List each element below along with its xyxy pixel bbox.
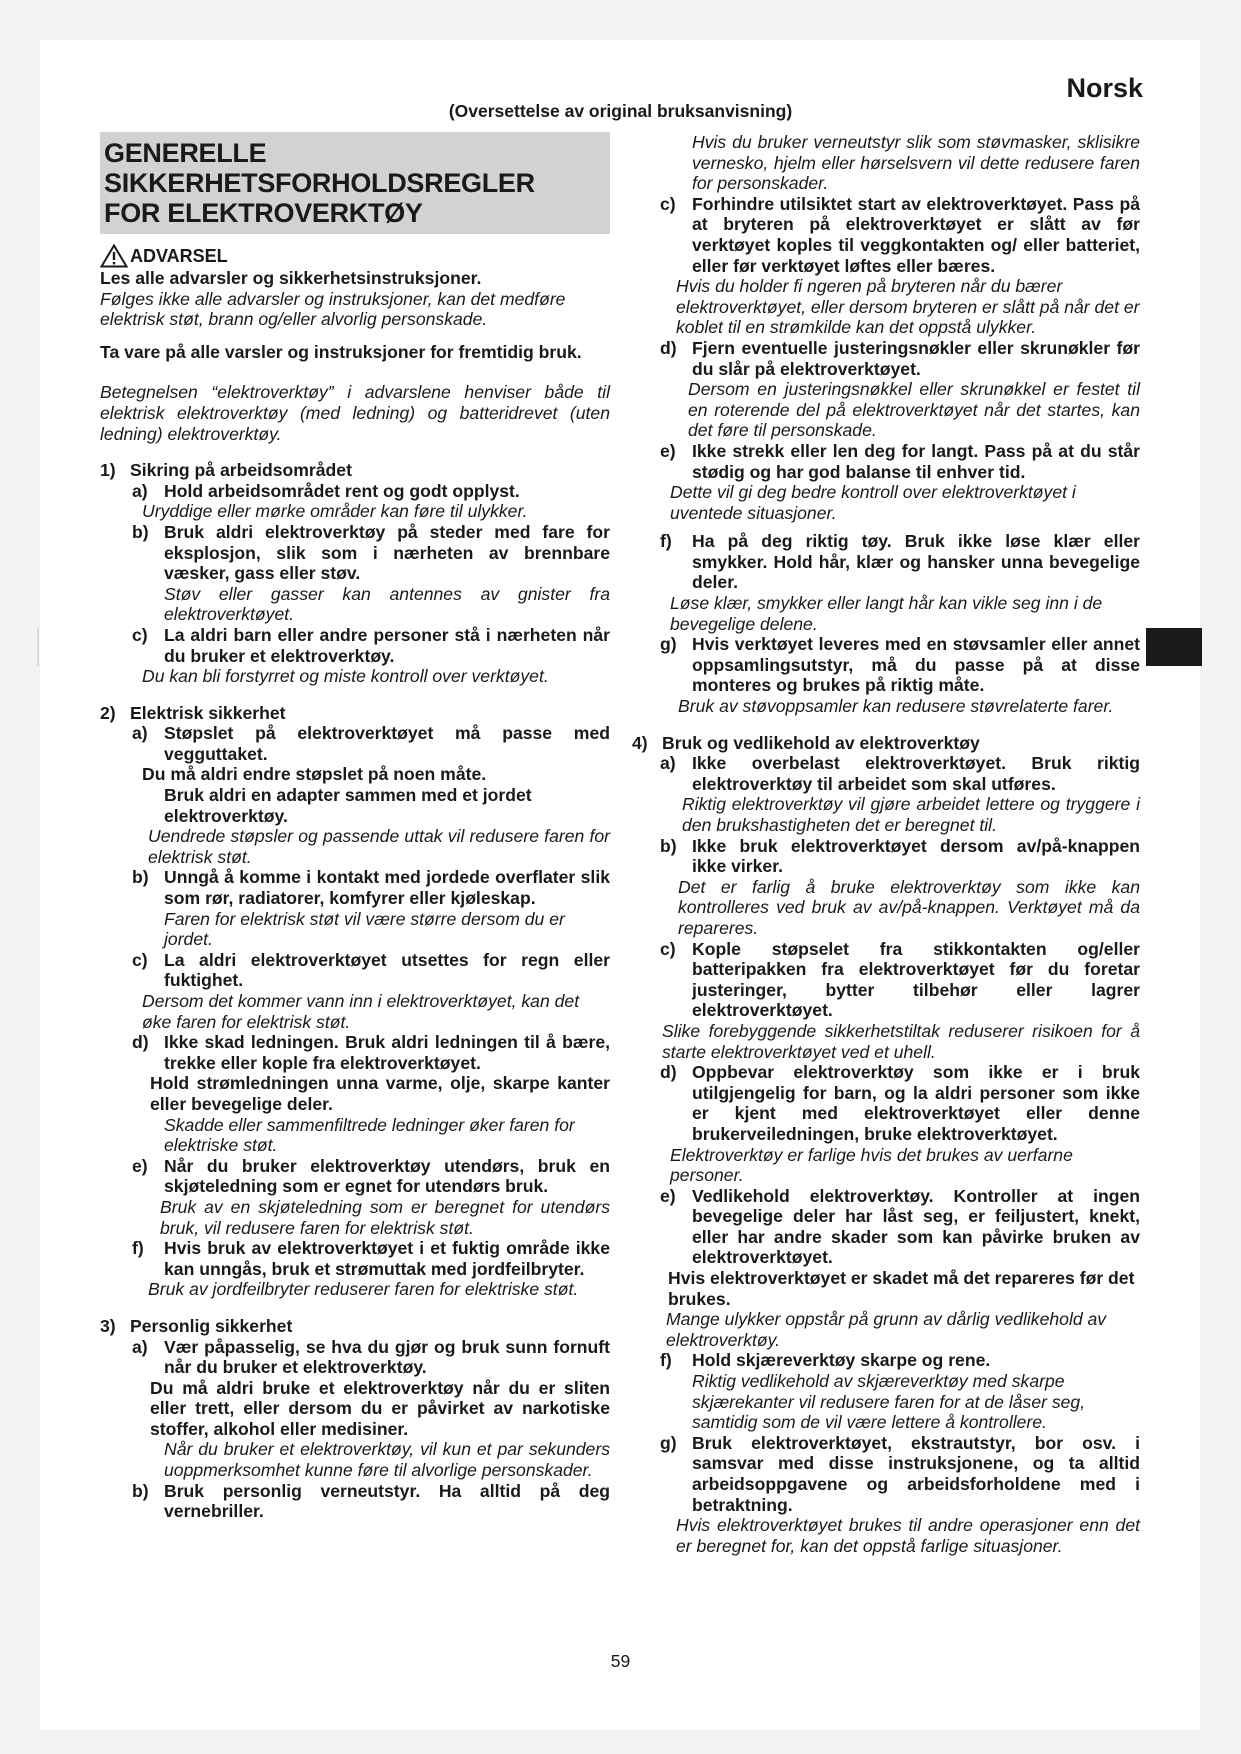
item-marker: f) [660, 1350, 672, 1371]
item-text: La aldri barn eller andre personer stå i nærheten når du bruker et elektroverktøy. [164, 624, 610, 666]
warning-italic: Følges ikke alle advarsler og instruksjoner, kan det medføre elektrisk støt, brann og/eller alvorlig personskade. [100, 288, 566, 330]
list-item [132, 1032, 610, 1073]
section-2-title: 2) Elektrisk sikkerhet [100, 702, 286, 723]
item-text: Støpslet på elektroverktøyet må passe med vegguttaket. [164, 723, 610, 764]
item-note: Dette vil gi deg bedre kontroll over elektroverktøyet i uventede situasjoner. [670, 482, 1076, 523]
item-detail: Du må aldri bruke et elektroverktøy når du er sliten eller trett, eller dersom du er påvirket av narkotiske stoffer, alkohol eller medisiner. [150, 1377, 610, 1439]
item-text: Ha på deg riktig tøy. Bruk ikke løse klær eller smykker. Hold hår, klær og hansker unna bevegelige deler. [692, 531, 1140, 593]
item-marker: g) [660, 1432, 677, 1453]
item-note: Hvis du bruker verneutstyr slik som støvmasker, sklisikre vernesko, hjelm eller hørselsvern vil dette redusere faren for personskader. [692, 132, 1140, 194]
list-item [660, 441, 1140, 482]
list-item [132, 867, 610, 908]
item-note: Riktig vedlikehold av skjæreverktøy med skarpe skjærekanter vil redusere faren for at de låser seg, samtidig som de vil være lettere å kontrollere. [692, 1371, 1086, 1433]
item-text: Oppbevar elektroverktøy som ikke er i bruk utilgjengelig for barn, og la aldri personer som ikke er kjent med elektroverktøyet eller denne brukerveiledningen, bruke elektroverktøyet. [692, 1062, 1140, 1144]
item-note: Bruk av støvoppsamler kan redusere støvrelaterte farer. [678, 696, 1114, 717]
list-item [132, 625, 610, 666]
item-note: Elektroverktøy er farlige hvis det brukes av uerfarne personer. [670, 1144, 1073, 1186]
item-marker: b) [132, 867, 149, 888]
item-marker: b) [660, 835, 677, 856]
item-text: Ikke bruk elektroverktøyet dersom av/på-knappen ikke virker. [692, 835, 1140, 877]
item-note: Hvis elektroverktøyet brukes til andre operasjoner enn det er beregnet for, kan det oppstå farlige situasjoner. [676, 1515, 1140, 1556]
item-note: Uryddige eller mørke områder kan føre til ulykker. [142, 501, 528, 522]
item-note: Løse klær, smykker eller langt hår kan vikle seg inn i de bevegelige delene. [670, 593, 1103, 634]
item-text: Ikke skad ledningen. Bruk aldri ledningen til å bære, trekke eller kople fra elektroverktøyet. [164, 1032, 610, 1073]
keep-instructions: Ta vare på alle varsler og instruksjoner for fremtidig bruk. [100, 341, 582, 362]
item-note: Dersom det kommer vann inn i elektroverktøyet, kan det øke faren for elektrisk støt. [142, 991, 580, 1032]
list-item [132, 522, 610, 584]
warning-bold: Les alle advarsler og sikkerhetsinstruksjoner. [100, 268, 482, 288]
item-marker: d) [132, 1032, 149, 1053]
item-note: Slike forebyggende sikkerhetstiltak reduserer risikoen for å starte elektroverktøyet ved et uhell. [662, 1020, 1140, 1062]
item-text: Unngå å komme i kontakt med jordede overflater slik som rør, radiatorer, komfyrer eller kjøleskap. [164, 867, 610, 909]
list-item [660, 338, 1140, 379]
warning-row [100, 244, 610, 268]
item-note: Riktig elektroverktøy vil gjøre arbeidet lettere og tryggere i den brukshastigheten det er beregnet til. [682, 794, 1140, 835]
item-marker: a) [132, 723, 148, 744]
definition-text: Betegnelsen “elektroverktøy” i advarslene henviser både til elektrisk elektroverktøy (med ledning) og batteridrevet (uten ledning) elektroverktøy. [100, 382, 610, 444]
item-marker: c) [660, 193, 676, 214]
item-marker: f) [132, 1238, 144, 1259]
section-3-title: 3) Personlig sikkerhet [100, 1315, 293, 1336]
section-thumb-tab [1146, 628, 1202, 666]
item-marker: a) [660, 753, 676, 774]
item-marker: a) [132, 480, 148, 501]
list-item [660, 1062, 1140, 1144]
item-text: Bruk elektroverktøyet, ekstrautstyr, bor osv. i samsvar med disse instruksjonene, og ta alltid arbeidsoppgavene og arbeidsforholdene med i betraktning. [692, 1432, 1140, 1515]
item-marker: e) [660, 1185, 676, 1206]
item-marker: c) [660, 938, 676, 959]
item-marker: d) [660, 1062, 677, 1083]
warning-label: ADVARSEL [130, 245, 228, 266]
list-item [660, 1186, 1140, 1268]
document-subtitle: (Oversettelse av original bruksanvisning) [448, 101, 793, 121]
item-marker: d) [660, 337, 677, 358]
item-text: Vedlikehold elektroverktøy. Kontroller at ingen bevegelige deler har låst seg, er feiljustert, knekt, eller har andre skader som kan påvirke bruken av elektroverktøyet. [692, 1185, 1140, 1268]
item-text: Forhindre utilsiktet start av elektroverktøyet. Pass på at bryteren på elektroverktøyet er slått av før verktøyet koples til veggkontakten og/ eller batteriet, eller før verktøyet løftes eller bæres. [692, 193, 1140, 276]
item-text: Når du bruker elektroverktøy utendørs, bruk en skjøteledning som er egnet for utendørs bruk. [164, 1155, 610, 1197]
item-note: Hvis du holder fi ngeren på bryteren når du bærer elektroverktøyet, eller dersom bryteren er slått på når det er koblet til en strømkilde kan det oppstå ulykker. [676, 276, 1140, 338]
item-note: Uendrede støpsler og passende uttak vil redusere faren for elektrisk støt. [148, 826, 610, 867]
item-text: Hvis bruk av elektroverktøyet i et fuktig område ikke kan unngås, bruk et strømuttak med jordfeilbryter. [164, 1238, 610, 1279]
item-text: Ikke overbelast elektroverktøyet. Bruk riktig elektroverktøy til arbeidet som skal utføres. [692, 753, 1140, 794]
item-marker: e) [660, 440, 676, 461]
item-text: Bruk personlig verneutstyr. Ha alltid på deg vernebriller. [164, 1480, 610, 1522]
item-marker: f) [660, 531, 672, 552]
list-item [660, 531, 1140, 593]
item-marker: e) [132, 1155, 148, 1176]
item-detail: Du må aldri endre støpslet på noen måte. [142, 764, 487, 785]
item-detail: Hvis elektroverktøyet er skadet må det repareres før det brukes. [668, 1268, 1135, 1309]
page-number: 59 [610, 1651, 631, 1671]
list-item [660, 753, 1140, 794]
item-text: Bruk aldri elektroverktøy på steder med fare for eksplosjon, slik som i nærheten av brennbare væsker, gass eller støv. [164, 521, 610, 584]
warning-triangle-icon [100, 244, 128, 268]
language-label: Norsk [1066, 73, 1143, 103]
item-text: Hvis verktøyet leveres med en støvsamler eller annet oppsamlingsutstyr, må du passe på at disse monteres og brukes på riktig måte. [692, 634, 1140, 696]
item-note: Det er farlig å bruke elektroverktøy som ikke kan kontrolleres ved bruk av av/på-knappen. Verktøyet må da repareres. [678, 876, 1140, 938]
item-text: Hold skjæreverktøy skarpe og rene. [692, 1350, 991, 1371]
list-item [132, 723, 610, 764]
item-text: Ikke strekk eller len deg for langt. Pass på at du står stødig og har god balanse til enhver tid. [692, 440, 1140, 482]
item-note: Bruk av en skjøteledning som er beregnet for utendørs bruk, vil redusere faren for elektrisk støt. [160, 1196, 610, 1238]
item-note: Faren for elektrisk støt vil være større dersom du er jordet. [164, 908, 565, 950]
list-item [660, 1350, 1140, 1371]
list-item [132, 1337, 610, 1378]
item-note: Støv eller gasser kan antennes av gnister fra elektroverktøyet. [164, 583, 610, 625]
item-text: Hold arbeidsområdet rent og godt opplyst. [164, 480, 520, 501]
item-text: Kople støpselet fra stikkontakten og/eller batteripakken fra elektroverktøyet før du foretar justeringer, bytter tilbehør eller lagrer elektroverktøyet. [692, 938, 1140, 1021]
item-text: Fjern eventuelle justeringsnøkler eller skrunøkler før du slår på elektroverktøyet. [692, 337, 1140, 379]
item-note: Dersom en justeringsnøkkel eller skrunøkkel er festet til en roterende del på elektroverktøyet når det startes, kan det føre til personskade. [688, 379, 1140, 441]
item-note: Du kan bli forstyrret og miste kontroll over verktøyet. [142, 666, 549, 687]
item-marker: g) [660, 634, 677, 655]
list-item [132, 1481, 610, 1522]
list-item [660, 634, 1140, 696]
item-note: Skadde eller sammenfiltrede ledninger øker faren for elektriske støt. [164, 1114, 575, 1156]
item-note: Mange ulykker oppstår på grunn av dårlig vedlikehold av elektroverktøy. [666, 1309, 1107, 1350]
list-item [132, 481, 610, 502]
list-item [660, 836, 1140, 877]
section-4-title: 4) Bruk og vedlikehold av elektroverktøy [632, 732, 980, 753]
right-column [632, 132, 1140, 1556]
list-item [660, 194, 1140, 276]
item-text: La aldri elektroverktøyet utsettes for regn eller fuktighet. [164, 949, 610, 991]
list-item [132, 1156, 610, 1197]
list-item [660, 1433, 1140, 1515]
section-heading: GENERELLE SIKKERHETSFORHOLDSREGLER FOR ELEKTROVERKTØY [100, 132, 610, 234]
item-note: Når du bruker et elektroverktøy, vil kun et par sekunders uoppmerksomhet kunne føre til alvorlige personskader. [164, 1439, 610, 1481]
item-note: Bruk av jordfeilbryter reduserer faren for elektriske støt. [148, 1279, 579, 1300]
item-text: Vær påpasselig, se hva du gjør og bruk sunn fornuft når du bruker et elektroverktøy. [164, 1336, 610, 1378]
list-item [132, 1238, 610, 1279]
left-column [100, 132, 610, 1522]
item-marker: c) [132, 949, 148, 970]
item-detail: Bruk aldri en adapter sammen med et jordet elektroverktøy. [164, 785, 532, 826]
section-1-title: 1) Sikring på arbeidsområdet [100, 460, 352, 481]
margin-mark [37, 628, 39, 666]
item-marker: c) [132, 624, 148, 645]
item-marker: b) [132, 521, 149, 542]
list-item [660, 939, 1140, 1021]
item-marker: a) [132, 1336, 148, 1357]
item-detail: Hold strømledningen unna varme, olje, skarpe kanter eller bevegelige deler. [150, 1073, 610, 1114]
item-marker: b) [132, 1480, 149, 1501]
list-item [132, 950, 610, 991]
